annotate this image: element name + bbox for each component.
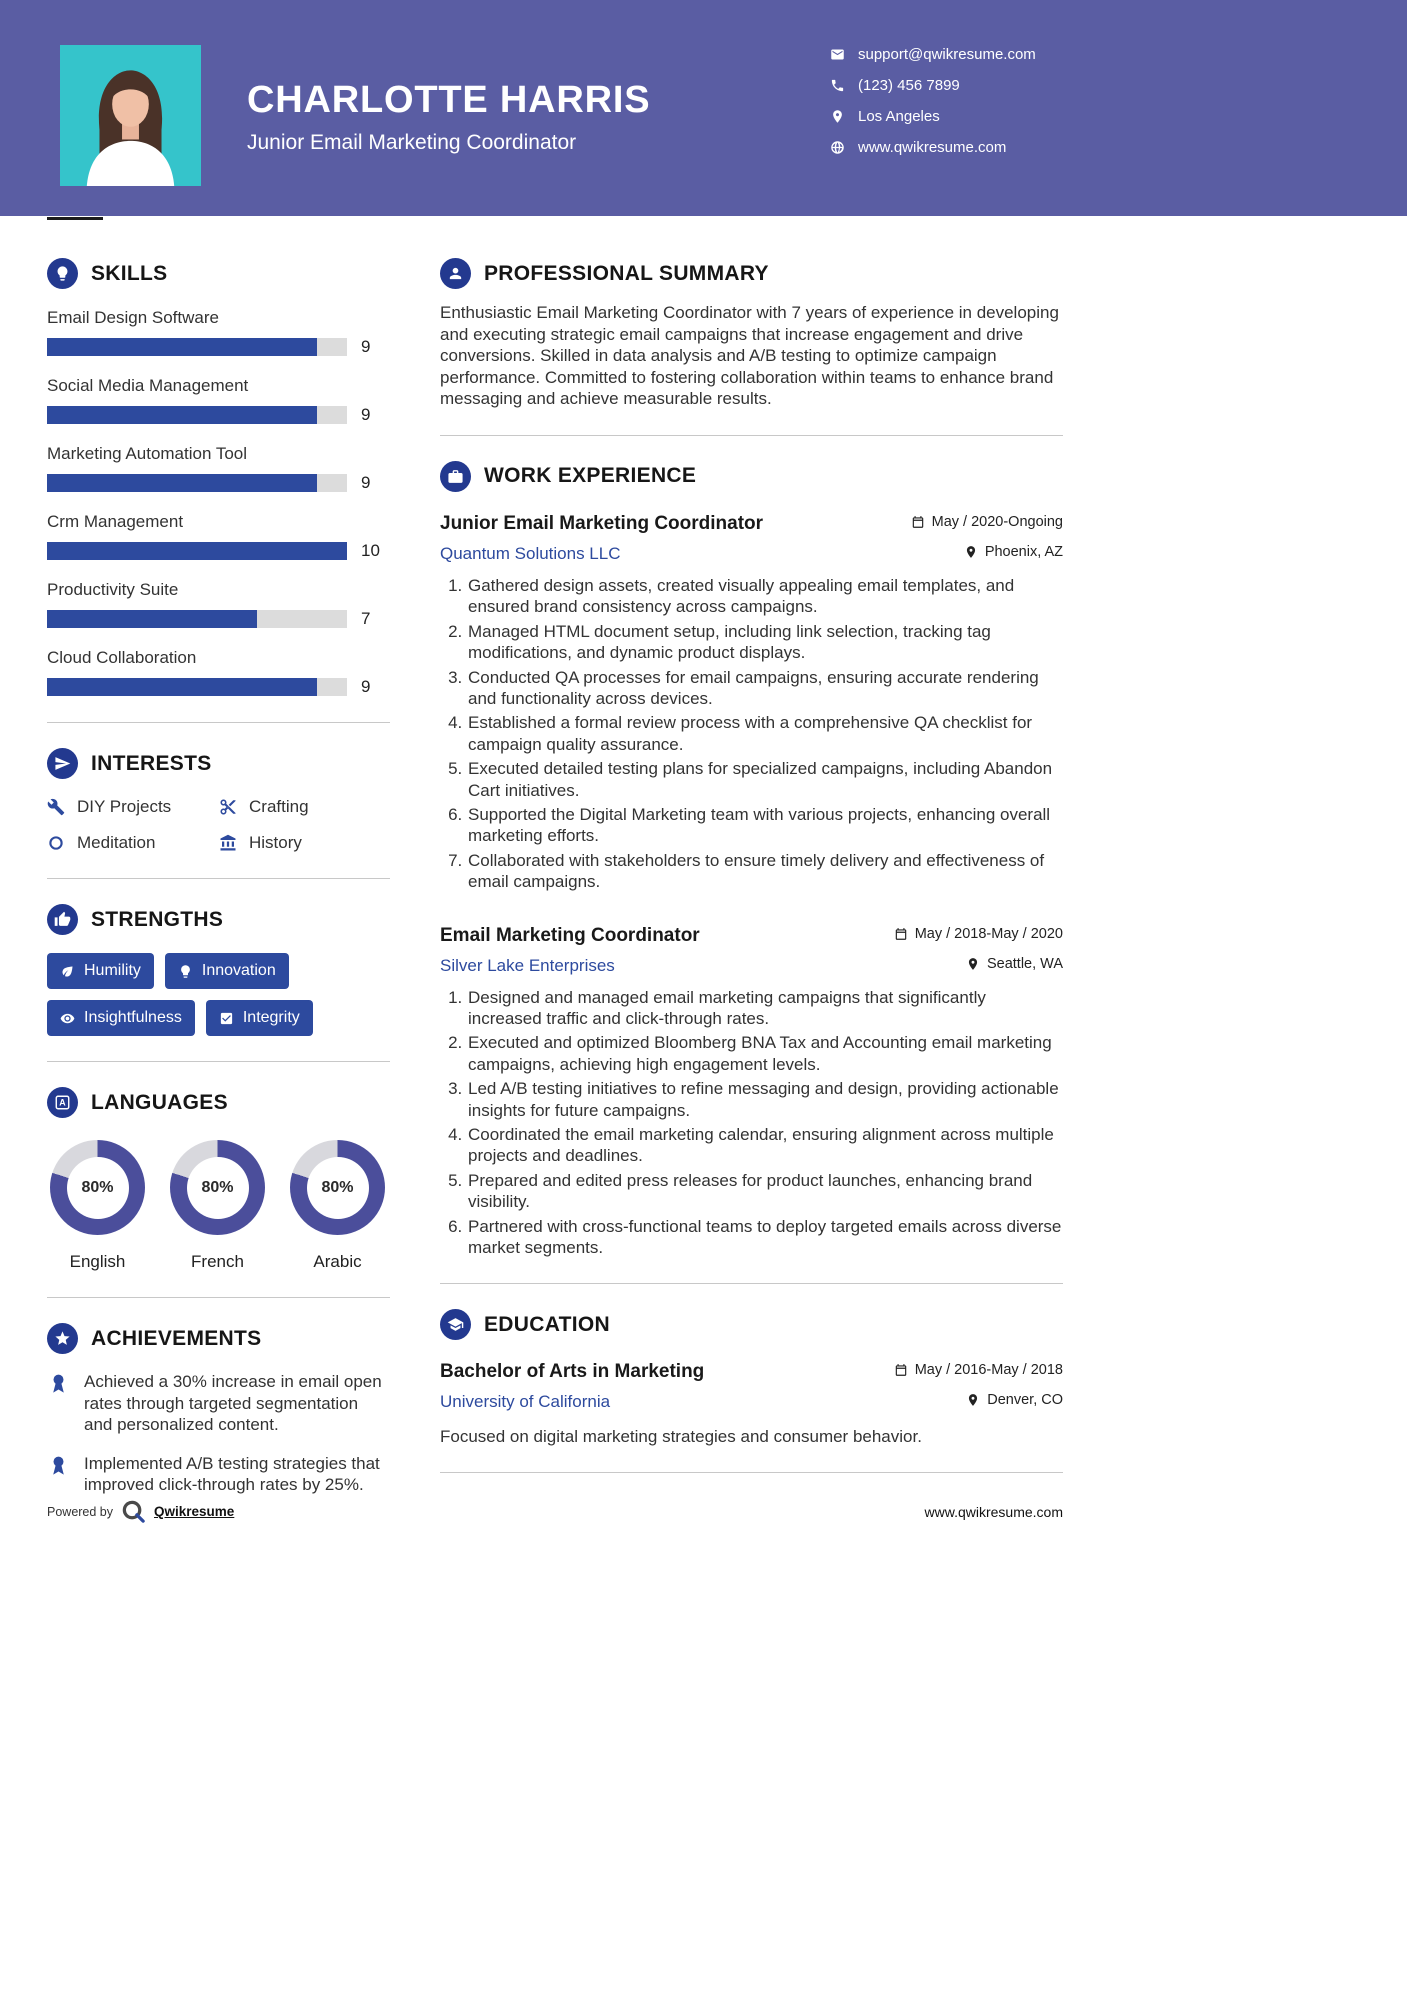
- strengths-section: [47, 904, 390, 1036]
- achievements-section: [47, 1323, 390, 1496]
- job-bullet: 5. Prepared and edited press releases for product launches, enhancing brand visibility.: [467, 1170, 1063, 1213]
- experience-header: [440, 461, 1063, 492]
- skill-label: Cloud Collaboration: [47, 648, 197, 667]
- languages-header: [47, 1087, 390, 1118]
- job-dates: May / 2018-May / 2020: [914, 925, 1063, 942]
- job-location: Phoenix, AZ: [984, 543, 1063, 560]
- contact-item: [830, 77, 1036, 94]
- divider: [47, 878, 390, 879]
- achievement-text: Achieved a 30% increase in email open rates through targeted segmentation and personalized content.: [84, 1372, 382, 1435]
- job-bullet: 6. Partnered with cross-functional teams to deploy targeted emails across diverse market segments.: [467, 1216, 1063, 1259]
- achievements-header: [47, 1323, 390, 1354]
- interest-item: [219, 833, 390, 853]
- avatar: [60, 45, 201, 186]
- skills-heading: SKILLS: [91, 261, 168, 285]
- scissors-icon: [219, 798, 237, 816]
- languages-section: [47, 1087, 390, 1272]
- ring-icon: [47, 834, 65, 852]
- left-column: [47, 258, 390, 1498]
- pin-icon: [964, 545, 978, 559]
- strength-pill: [47, 1000, 195, 1036]
- divider: [47, 1061, 390, 1062]
- job-dates: May / 2020-Ongoing: [931, 513, 1063, 530]
- qwikresume-link[interactable]: Qwikresume: [154, 1504, 235, 1519]
- calendar-icon: [894, 1363, 908, 1377]
- education-heading: EDUCATION: [484, 1312, 610, 1336]
- wrench-icon: [47, 798, 65, 816]
- translate-icon: [47, 1087, 78, 1118]
- interests-section: [47, 748, 390, 853]
- skills-header: [47, 258, 390, 289]
- summary-heading: PROFESSIONAL SUMMARY: [484, 261, 769, 285]
- job-bullet: 2. Managed HTML document setup, including link selection, tracking tag modifications, and dynamic product displays.: [467, 621, 1063, 664]
- strengths-header: [47, 904, 390, 935]
- location-icon: [830, 109, 845, 124]
- languages-list: [47, 1140, 390, 1272]
- job-bullet: 6. Supported the Digital Marketing team with various projects, enhancing overall marketing efforts.: [467, 804, 1063, 847]
- person-name: CHARLOTTE HARRIS: [247, 79, 651, 121]
- language-percent: 80%: [321, 1178, 354, 1196]
- qwikresume-logo: [121, 1499, 146, 1524]
- education-header: [440, 1309, 1063, 1340]
- language-donut: [50, 1140, 145, 1235]
- strength-pill: [206, 1000, 313, 1036]
- bulb-icon: [178, 964, 193, 979]
- interests-header: [47, 748, 390, 779]
- skill-value: 7: [361, 609, 371, 628]
- job-bullet: 4. Established a formal review process with a comprehensive QA checklist for campaign quality assurance.: [467, 712, 1063, 755]
- job-entry: [440, 925, 1063, 1259]
- skill-bar-fill: [47, 678, 317, 696]
- skill-bar: [47, 678, 347, 696]
- strengths-heading: STRENGTHS: [91, 907, 224, 931]
- achievement-text: Implemented A/B testing strategies that improved click-through rates by 25%.: [84, 1453, 380, 1495]
- summary-section: [440, 258, 1063, 410]
- skill-item: [47, 580, 390, 629]
- check-square-icon: [219, 1011, 234, 1026]
- star-icon: [47, 1323, 78, 1354]
- skills-list: [47, 308, 390, 697]
- skill-label: Productivity Suite: [47, 580, 179, 599]
- calendar-icon: [911, 515, 925, 529]
- contact-item: [830, 108, 1036, 125]
- job-dates-group: [894, 926, 1063, 942]
- medal-icon: [47, 1454, 70, 1477]
- skill-item: [47, 308, 390, 357]
- skill-value: 9: [361, 677, 371, 696]
- skill-bar-fill: [47, 610, 257, 628]
- skill-item: [47, 444, 390, 493]
- phone-icon: [830, 78, 845, 93]
- education-note: Focused on digital marketing strategies and consumer behavior.: [440, 1427, 922, 1447]
- contact-item: [830, 139, 1036, 156]
- profile-photo: [60, 45, 201, 186]
- job-title: Junior Email Marketing Coordinator: [440, 512, 764, 534]
- contact-text: Los Angeles: [858, 108, 940, 125]
- skills-section: [47, 258, 390, 697]
- skill-label: Social Media Management: [47, 376, 249, 395]
- language-item: [167, 1140, 268, 1272]
- eye-icon: [60, 1011, 75, 1026]
- skill-bar-fill: [47, 474, 317, 492]
- strength-label: Insightfulness: [84, 1009, 182, 1026]
- footer-website: www.qwikresume.com: [924, 1503, 1063, 1520]
- experience-heading: WORK EXPERIENCE: [484, 464, 697, 488]
- email-icon: [830, 47, 845, 62]
- job-entry: [440, 513, 1063, 893]
- job-bullet: 4. Coordinated the email marketing calendar, ensuring alignment across multiple projects and deadlines.: [467, 1124, 1063, 1167]
- job-bullet: 7. Collaborated with stakeholders to ensure timely delivery and effectiveness of email campaigns.: [467, 850, 1063, 893]
- achievement-item: [47, 1371, 390, 1436]
- divider: [440, 1472, 1063, 1473]
- language-label: English: [69, 1252, 126, 1271]
- skill-bar: [47, 610, 347, 628]
- skill-bar-fill: [47, 338, 317, 356]
- job-bullet: 1. Designed and managed email marketing campaigns that significantly increased traffic and click-through rates.: [467, 987, 1063, 1030]
- identity-block: [247, 80, 650, 155]
- person-title: Junior Email Marketing Coordinator: [247, 130, 577, 154]
- divider: [47, 1297, 390, 1298]
- divider: [440, 435, 1063, 436]
- job-location-group: [966, 956, 1063, 972]
- briefcase-icon: [440, 461, 471, 492]
- divider: [47, 722, 390, 723]
- summary-text: Enthusiastic Email Marketing Coordinator with 7 years of experience in developing and executing strategic email campaigns that increase engagement and drive conversions. Skilled in data analysis and A/B testing to optimize campaign performance. Committed to fostering collaboration within teams to enhance brand messaging and achieve measurable results.: [440, 303, 1059, 409]
- bank-icon: [219, 834, 237, 852]
- job-location: Seattle, WA: [986, 955, 1063, 972]
- skill-label: Crm Management: [47, 512, 184, 531]
- achievement-item: [47, 1453, 390, 1496]
- header-contact-list: [830, 46, 1036, 156]
- strengths-list: [47, 953, 390, 1036]
- education-location-group: [966, 1392, 1063, 1408]
- header: [0, 0, 1407, 216]
- language-item: [287, 1140, 388, 1272]
- skill-bar: [47, 338, 347, 356]
- leaf-icon: [60, 964, 75, 979]
- language-item: [47, 1140, 148, 1272]
- education-section: [440, 1309, 1063, 1447]
- divider: [440, 1283, 1063, 1284]
- contact-text[interactable]: www.qwikresume.com: [858, 139, 1007, 156]
- company-name: Quantum Solutions LLC: [440, 543, 621, 563]
- calendar-icon: [894, 927, 908, 941]
- experience-section: [440, 461, 1063, 1259]
- strength-pill: [47, 953, 154, 989]
- skill-item: [47, 648, 390, 697]
- job-bullet: 1. Gathered design assets, created visually appealing email templates, and ensured brand consistency across campaigns.: [467, 575, 1063, 618]
- school-name: University of California: [440, 1392, 611, 1412]
- user-icon: [440, 258, 471, 289]
- language-donut: [290, 1140, 385, 1235]
- achievements-heading: ACHIEVEMENTS: [91, 1326, 262, 1350]
- interest-item: [47, 833, 219, 853]
- degree-title: Bachelor of Arts in Marketing: [440, 1361, 705, 1383]
- interest-label: History: [249, 833, 302, 852]
- languages-heading: LANGUAGES: [91, 1090, 228, 1114]
- interest-label: Meditation: [77, 833, 156, 852]
- skill-value: 9: [361, 337, 371, 356]
- interests-list: [47, 797, 390, 853]
- language-percent: 80%: [201, 1178, 234, 1196]
- language-percent: 80%: [81, 1178, 114, 1196]
- skill-bar-fill: [47, 542, 347, 560]
- strength-pill: [165, 953, 289, 989]
- footer: [47, 1499, 1063, 1524]
- skill-bar: [47, 406, 347, 424]
- powered-by-label: Powered by: [47, 1504, 114, 1519]
- send-icon: [47, 748, 78, 779]
- job-bullets: [440, 575, 1063, 893]
- contact-text[interactable]: support@qwikresume.com: [858, 46, 1036, 63]
- interest-item: [47, 797, 219, 817]
- strength-label: Integrity: [242, 1009, 300, 1026]
- contact-item: [830, 46, 1036, 63]
- interest-label: DIY Projects: [77, 797, 172, 816]
- skill-bar: [47, 542, 347, 560]
- skill-value: 9: [361, 405, 371, 424]
- job-bullet: 5. Executed detailed testing plans for specialized campaigns, including Abandon Cart initiatives.: [467, 758, 1063, 801]
- job-bullets: [440, 987, 1063, 1259]
- pin-icon: [966, 1393, 980, 1407]
- globe-icon: [830, 140, 845, 155]
- graduate-icon: [440, 1309, 471, 1340]
- header-accent-line: [47, 217, 103, 220]
- job-dates-group: [911, 514, 1063, 530]
- contact-text: (123) 456 7899: [858, 77, 960, 94]
- education-location: Denver, CO: [987, 1392, 1063, 1409]
- skill-bar-fill: [47, 406, 317, 424]
- svg-text:A: A: [59, 1097, 66, 1108]
- medal-icon: [47, 1372, 70, 1395]
- education-dates-group: [894, 1362, 1063, 1378]
- achievements-list: [47, 1371, 390, 1496]
- education-entry: [440, 1361, 1063, 1447]
- strength-label: Innovation: [201, 962, 276, 979]
- job-bullet: 3. Conducted QA processes for email campaigns, ensuring accurate rendering and functionality across devices.: [467, 667, 1063, 710]
- thumbs-up-icon: [47, 904, 78, 935]
- pin-icon: [966, 957, 980, 971]
- right-column: [440, 258, 1063, 1498]
- job-bullet: 2. Executed and optimized Bloomberg BNA Tax and Accounting email marketing campaigns, achieving high engagement levels.: [467, 1032, 1063, 1075]
- footer-branding: [47, 1499, 234, 1524]
- interest-item: [219, 797, 390, 817]
- skill-label: Email Design Software: [47, 308, 219, 327]
- summary-header: [440, 258, 1063, 289]
- job-location-group: [964, 544, 1063, 560]
- job-bullet: 3. Led A/B testing initiatives to refine messaging and design, providing actionable insights for future campaigns.: [467, 1078, 1063, 1121]
- skill-label: Marketing Automation Tool: [47, 444, 248, 463]
- skill-value: 9: [361, 473, 371, 492]
- content: [0, 216, 1063, 1498]
- skill-bar: [47, 474, 347, 492]
- company-name: Silver Lake Enterprises: [440, 955, 615, 975]
- job-title: Email Marketing Coordinator: [440, 924, 700, 946]
- skill-item: [47, 376, 390, 425]
- language-label: Arabic: [313, 1252, 362, 1271]
- jobs-list: [440, 513, 1063, 1259]
- strength-label: Humility: [84, 962, 141, 979]
- language-label: French: [191, 1252, 244, 1271]
- bulb-icon: [47, 258, 78, 289]
- interests-heading: INTERESTS: [91, 751, 212, 775]
- language-donut: [170, 1140, 265, 1235]
- skill-item: [47, 512, 390, 561]
- education-dates: May / 2016-May / 2018: [914, 1362, 1063, 1379]
- interest-label: Crafting: [249, 797, 309, 816]
- skill-value: 10: [361, 541, 380, 560]
